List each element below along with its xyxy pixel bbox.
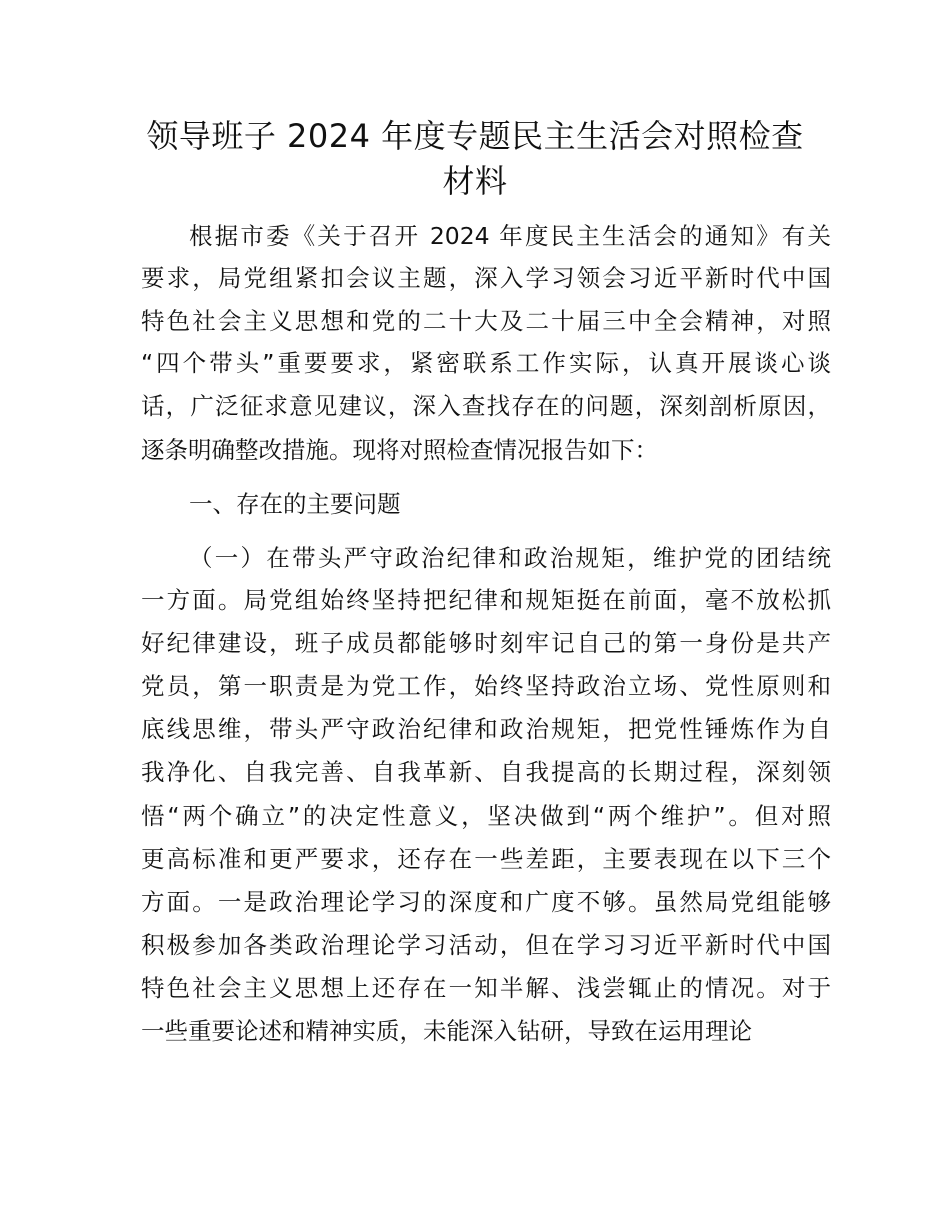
paragraph-line: 话，广泛征求意见建议，深入查找存在的问题，深刻剖析原因，: [141, 392, 831, 420]
section-heading: 一、存在的主要问题: [189, 490, 401, 518]
paragraph-line: 我净化、自我完善、自我革新、自我提高的长期过程，深刻领: [141, 758, 831, 786]
paragraph-line: 方面。一是政治理论学习的深度和广度不够。虽然局党组能够: [141, 888, 831, 916]
document-title-line-1: 领导班子 2024 年度专题民主生活会对照检查: [146, 117, 804, 155]
paragraph-line: 根据市委《关于召开 2024 年度民主生活会的通知》有关: [189, 222, 831, 250]
paragraph-line: 底线思维，带头严守政治纪律和政治规矩，把党性锤炼作为自: [141, 715, 831, 743]
paragraph-line: 一方面。局党组始终坚持把纪律和规矩挺在前面，毫不放松抓: [141, 586, 831, 614]
paragraph-line: 特色社会主义思想和党的二十大及二十届三中全会精神，对照: [141, 307, 831, 335]
paragraph-line: “四个带头”重要要求，紧密联系工作实际，认真开展谈心谈: [141, 349, 831, 377]
paragraph-line: 积极参加各类政治理论学习活动，但在学习习近平新时代中国: [141, 931, 831, 959]
paragraph-line: 一些重要论述和精神实质，未能深入钻研，导致在运用理论: [141, 1017, 752, 1045]
paragraph-line: 特色社会主义思想上还存在一知半解、浅尝辄止的情况。对于: [141, 974, 831, 1002]
paragraph-line: 党员，第一职责是为党工作，始终坚持政治立场、党性原则和: [141, 672, 831, 700]
document-title-line-2: 材料: [442, 162, 508, 200]
paragraph-line: 更高标准和更严要求，还存在一些差距，主要表现在以下三个: [141, 845, 831, 873]
paragraph-line: 逐条明确整改措施。现将对照检查情况报告如下：: [141, 436, 658, 464]
paragraph-line: 好纪律建设，班子成员都能够时刻牢记自己的第一身份是共产: [141, 629, 831, 657]
paragraph-line: 要求，局党组紧扣会议主题，深入学习领会习近平新时代中国: [141, 264, 831, 292]
paragraph-line: 悟“两个确立”的决定性意义，坚决做到“两个维护”。但对照: [141, 802, 831, 830]
paragraph-line: （一）在带头严守政治纪律和政治规矩，维护党的团结统: [189, 544, 831, 572]
